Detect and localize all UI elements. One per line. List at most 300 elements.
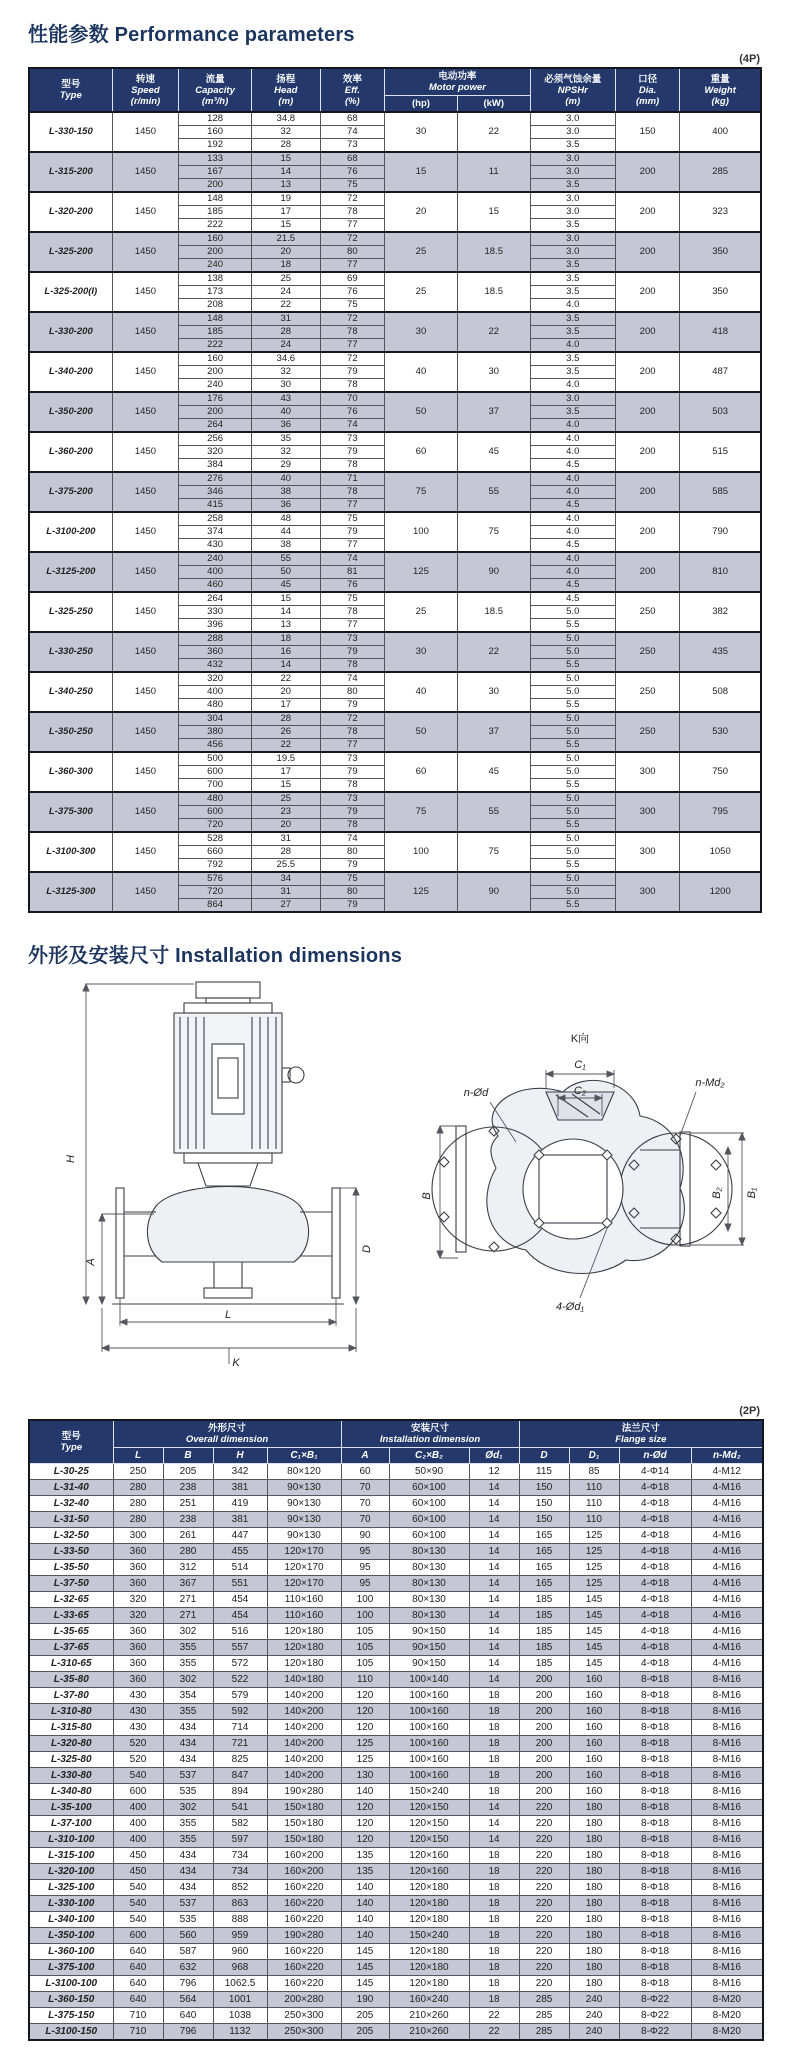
dim-C2xB2: 120×160 [389,1864,469,1880]
pump-type: L-340-80 [29,1784,113,1800]
dim-od1: 14 [469,1672,519,1688]
dim-A-label: A [85,1258,97,1266]
weight: 503 [680,392,761,432]
pump-type: L-325-250 [29,592,112,632]
dim-L: 280 [113,1512,163,1528]
power-kw: 75 [457,832,530,872]
efficiency: 74 [320,126,384,139]
npshr: 4.5 [530,579,615,593]
dim-L: 540 [113,1896,163,1912]
capacity: 240 [179,259,252,273]
power-hp: 50 [385,392,458,432]
efficiency: 72 [320,712,384,726]
npshr: 5.5 [530,739,615,753]
weight: 350 [680,232,761,272]
dim-L: 360 [113,1544,163,1560]
flange-D: 285 [519,1992,569,2008]
pump-type: L-32-40 [29,1496,113,1512]
capacity: 167 [179,166,252,179]
diameter: 200 [615,392,679,432]
dim-A: 135 [341,1864,389,1880]
pump-type: L-320-200 [29,192,112,232]
table-row [29,1784,763,1800]
pump-type: L-360-100 [29,1944,113,1960]
power-kw: 11 [457,152,530,192]
npshr: 3.5 [530,179,615,193]
head: 14 [251,166,320,179]
dim-A: 60 [341,1464,389,1480]
dim-C1-label: C₁ [574,1059,586,1071]
dim-B: 434 [163,1848,213,1864]
dim-L-label: L [224,1309,232,1321]
power-hp: 20 [385,192,458,232]
pump-type: L-315-80 [29,1720,113,1736]
flange-n-od: 8-Φ18 [619,1720,691,1736]
npshr: 5.5 [530,899,615,913]
efficiency: 79 [320,859,384,873]
efficiency: 75 [320,179,384,193]
dim-n-md2-label: n-Md₂ [695,1077,725,1089]
diameter: 200 [615,552,679,592]
flange-n-od: 8-Φ18 [619,1816,691,1832]
dim-C2xB2: 100×160 [389,1688,469,1704]
flange-D: 220 [519,1976,569,1992]
npshr: 3.5 [530,139,615,153]
npshr: 5.0 [530,726,615,739]
flange-D: 220 [519,1912,569,1928]
table-row [29,1896,763,1912]
flange-D1: 125 [569,1576,619,1592]
npshr: 3.0 [530,392,615,406]
weight: 795 [680,792,761,832]
flange-D: 220 [519,1880,569,1896]
capacity: 288 [179,632,252,646]
pump-type: L-30-25 [29,1464,113,1480]
flange-D1: 145 [569,1624,619,1640]
head: 28 [251,326,320,339]
flange-n-od: 8-Φ18 [619,1800,691,1816]
capacity: 222 [179,339,252,353]
dim-A: 130 [341,1768,389,1784]
col2-H: H [213,1448,267,1464]
dim-C2xB2: 60×100 [389,1496,469,1512]
head: 17 [251,206,320,219]
performance-table-body [29,112,761,912]
flange-n-od: 8-Φ18 [619,1832,691,1848]
pump-type: L-350-100 [29,1928,113,1944]
npshr: 3.5 [530,259,615,273]
flange-n-od: 8-Φ22 [619,2024,691,2041]
capacity: 346 [179,486,252,499]
efficiency: 78 [320,486,384,499]
power-hp: 100 [385,512,458,552]
dim-H: 342 [213,1464,267,1480]
diameter: 200 [615,232,679,272]
flange-n-md2: 4-M16 [691,1592,763,1608]
dimensions-table-header [29,1420,763,1464]
diameter: 200 [615,512,679,552]
dim-B: 251 [163,1496,213,1512]
dim-H: 847 [213,1768,267,1784]
power-kw: 22 [457,312,530,352]
flange-D: 165 [519,1544,569,1560]
head: 13 [251,179,320,193]
efficiency: 68 [320,152,384,166]
efficiency: 79 [320,366,384,379]
section1-title-en: Performance parameters [114,24,355,46]
dim-H: 455 [213,1544,267,1560]
speed: 1450 [112,872,179,912]
flange-D1: 180 [569,1976,619,1992]
dim-B: 796 [163,2024,213,2041]
weight: 515 [680,432,761,472]
weight: 323 [680,192,761,232]
pump-type: L-33-50 [29,1544,113,1560]
dim-C1xB1: 190×280 [267,1784,341,1800]
pump-type: L-325-200 [29,232,112,272]
dim-od1: 18 [469,1896,519,1912]
flange-n-md2: 4-M16 [691,1544,763,1560]
pump-type: L-325-80 [29,1752,113,1768]
capacity: 185 [179,326,252,339]
pump-type: L-315-100 [29,1848,113,1864]
dim-A: 145 [341,1960,389,1976]
power-kw: 30 [457,352,530,392]
dim-H: 551 [213,1576,267,1592]
section1-title [28,18,762,47]
dim-A: 120 [341,1816,389,1832]
dim-C1xB1: 120×170 [267,1544,341,1560]
flange-D: 200 [519,1752,569,1768]
dim-B2-label: B₂ [711,1187,723,1199]
npshr: 3.5 [530,406,615,419]
table-row [29,1496,763,1512]
group-flange-size: 法兰尺寸 Flange size [519,1420,763,1448]
head: 19.5 [251,752,320,766]
power-hp: 40 [385,672,458,712]
col2-C1xB1: C₁×B₁ [267,1448,341,1464]
dim-B: 537 [163,1768,213,1784]
npshr: 3.5 [530,286,615,299]
head: 27 [251,899,320,913]
speed: 1450 [112,312,179,352]
head: 17 [251,766,320,779]
power-hp: 125 [385,552,458,592]
head: 25.5 [251,859,320,873]
efficiency: 81 [320,566,384,579]
dim-od1: 18 [469,1688,519,1704]
head: 45 [251,579,320,593]
dim-od1: 14 [469,1608,519,1624]
head: 13 [251,619,320,633]
efficiency: 78 [320,726,384,739]
dim-C1xB1: 150×180 [267,1832,341,1848]
head: 28 [251,846,320,859]
head: 31 [251,312,320,326]
dim-A: 110 [341,1672,389,1688]
flange-n-od: 4-Φ18 [619,1496,691,1512]
dim-L: 280 [113,1496,163,1512]
flange-n-md2: 4-M12 [691,1464,763,1480]
efficiency: 72 [320,192,384,206]
efficiency: 77 [320,739,384,753]
flange-n-md2: 8-M16 [691,1688,763,1704]
capacity: 400 [179,566,252,579]
table-row [29,1736,763,1752]
dim-B: 238 [163,1480,213,1496]
col2-L: L [113,1448,163,1464]
dim-A: 190 [341,1992,389,2008]
capacity: 330 [179,606,252,619]
npshr: 4.0 [530,379,615,393]
weight: 750 [680,752,761,792]
head: 40 [251,472,320,486]
dim-od1: 18 [469,1992,519,2008]
dim-L: 400 [113,1800,163,1816]
dim-C2xB2: 100×160 [389,1768,469,1784]
power-hp: 40 [385,352,458,392]
dim-B: 796 [163,1976,213,1992]
dim-L: 450 [113,1848,163,1864]
table-row [29,2008,763,2024]
head: 24 [251,339,320,353]
dim-H: 582 [213,1816,267,1832]
dim-L: 600 [113,1784,163,1800]
weight: 508 [680,672,761,712]
dim-H: 592 [213,1704,267,1720]
capacity: 792 [179,859,252,873]
efficiency: 68 [320,112,384,126]
npshr: 3.5 [530,219,615,233]
flange-n-md2: 8-M16 [691,1672,763,1688]
dim-B: 205 [163,1464,213,1480]
flange-D: 150 [519,1480,569,1496]
npshr: 4.0 [530,472,615,486]
flange-n-md2: 4-M16 [691,1640,763,1656]
efficiency: 74 [320,672,384,686]
dim-C1xB1: 160×220 [267,1976,341,1992]
npshr: 5.0 [530,846,615,859]
pump-type: L-37-65 [29,1640,113,1656]
performance-table-header [29,68,761,112]
flange-n-od: 4-Φ18 [619,1480,691,1496]
head: 35 [251,432,320,446]
table-row [29,1672,763,1688]
efficiency: 79 [320,526,384,539]
npshr: 5.5 [530,619,615,633]
dim-H: 888 [213,1912,267,1928]
dim-H: 852 [213,1880,267,1896]
flange-n-md2: 8-M16 [691,1832,763,1848]
dim-od1: 14 [469,1528,519,1544]
efficiency: 78 [320,206,384,219]
pump-type: L-375-200 [29,472,112,512]
speed: 1450 [112,792,179,832]
table-row [29,672,761,686]
npshr: 4.5 [530,499,615,513]
power-kw: 37 [457,712,530,752]
power-kw: 15 [457,192,530,232]
capacity: 133 [179,152,252,166]
power-kw: 22 [457,632,530,672]
dim-C2xB2: 100×160 [389,1704,469,1720]
group-overall-dimension: 外形尺寸 Overall dimension [113,1420,341,1448]
head: 22 [251,672,320,686]
table-row [29,1656,763,1672]
diameter: 200 [615,192,679,232]
speed: 1450 [112,432,179,472]
weight: 810 [680,552,761,592]
dim-C1xB1: 250×300 [267,2024,341,2041]
capacity: 374 [179,526,252,539]
dim-L: 430 [113,1720,163,1736]
head: 15 [251,779,320,793]
pump-type: L-340-250 [29,672,112,712]
dim-od1: 18 [469,1768,519,1784]
dim-C2xB2: 120×150 [389,1816,469,1832]
dim-B: 355 [163,1704,213,1720]
section2-title-en: Installation dimensions [175,945,403,967]
dim-L: 300 [113,1528,163,1544]
dim-L: 640 [113,1992,163,2008]
table-row [29,472,761,486]
pump-type: L-35-80 [29,1672,113,1688]
head: 38 [251,539,320,553]
dim-C2xB2: 100×160 [389,1752,469,1768]
dim-L: 600 [113,1928,163,1944]
dim-L: 540 [113,1912,163,1928]
dim-B: 302 [163,1672,213,1688]
power-kw: 37 [457,392,530,432]
npshr: 5.0 [530,646,615,659]
dim-H-label: H [65,1155,77,1163]
head: 26 [251,726,320,739]
dim-od1: 18 [469,1944,519,1960]
speed: 1450 [112,672,179,712]
flange-D1: 160 [569,1720,619,1736]
dim-C1xB1: 110×160 [267,1592,341,1608]
pump-side-view [112,982,344,1304]
head: 30 [251,379,320,393]
dim-H: 734 [213,1848,267,1864]
head: 24 [251,286,320,299]
dim-C1xB1: 90×130 [267,1496,341,1512]
capacity: 304 [179,712,252,726]
efficiency: 80 [320,846,384,859]
dim-B: 238 [163,1512,213,1528]
dim-A: 140 [341,1912,389,1928]
flange-D: 165 [519,1560,569,1576]
flange-D1: 180 [569,1896,619,1912]
pump-type: L-330-150 [29,112,112,152]
head: 18 [251,259,320,273]
dim-H: 863 [213,1896,267,1912]
pump-type: L-37-50 [29,1576,113,1592]
flange-n-md2: 4-M16 [691,1560,763,1576]
power-kw: 55 [457,792,530,832]
flange-n-md2: 8-M16 [691,1880,763,1896]
npshr: 4.5 [530,459,615,473]
flange-n-md2: 8-M16 [691,1768,763,1784]
efficiency: 77 [320,619,384,633]
pump-type: L-31-50 [29,1512,113,1528]
table-row [29,1768,763,1784]
flange-n-od: 4-Φ18 [619,1528,691,1544]
flange-D: 200 [519,1784,569,1800]
flange-D: 220 [519,1960,569,1976]
dim-A: 70 [341,1480,389,1496]
pump-type: L-330-100 [29,1896,113,1912]
pump-type: L-375-300 [29,792,112,832]
table-row [29,1528,763,1544]
dim-A: 140 [341,1880,389,1896]
head: 28 [251,712,320,726]
flange-n-md2: 4-M16 [691,1624,763,1640]
dim-B: 355 [163,1816,213,1832]
speed: 1450 [112,232,179,272]
flange-n-md2: 8-M16 [691,1752,763,1768]
flange-n-od: 4-Φ18 [619,1592,691,1608]
dim-C1xB1: 140×200 [267,1736,341,1752]
dim-C1xB1: 160×200 [267,1864,341,1880]
flange-D: 185 [519,1608,569,1624]
flange-D1: 240 [569,1992,619,2008]
efficiency: 76 [320,579,384,593]
table-row [29,312,761,326]
flange-n-md2: 8-M16 [691,1736,763,1752]
flange-n-od: 8-Φ18 [619,1912,691,1928]
capacity: 528 [179,832,252,846]
weight: 382 [680,592,761,632]
npshr: 3.0 [530,206,615,219]
speed: 1450 [112,832,179,872]
dim-od1: 14 [469,1592,519,1608]
dim-C2xB2: 120×180 [389,1880,469,1896]
head: 15 [251,152,320,166]
speed: 1450 [112,752,179,792]
dim-od1: 18 [469,1704,519,1720]
diameter: 200 [615,472,679,512]
dim-od1: 14 [469,1800,519,1816]
speed: 1450 [112,472,179,512]
capacity: 576 [179,872,252,886]
power-hp: 25 [385,272,458,312]
col-npshr: 必须气蚀余量 NPSHr (m) [530,68,615,112]
installation-drawing [28,974,762,1399]
efficiency: 70 [320,392,384,406]
col-kw: (kW) [457,96,530,113]
dim-od1: 18 [469,1880,519,1896]
capacity: 185 [179,206,252,219]
flange-D1: 160 [569,1768,619,1784]
weight: 1050 [680,832,761,872]
table-row [29,1992,763,2008]
dim-A: 95 [341,1544,389,1560]
dim-C2xB2: 160×240 [389,1992,469,2008]
dim-B-label: B [421,1192,433,1200]
dim-L: 250 [113,1464,163,1480]
flange-n-od: 4-Φ18 [619,1608,691,1624]
head: 15 [251,592,320,606]
dim-C2xB2: 80×130 [389,1576,469,1592]
flange-n-md2: 8-M16 [691,1800,763,1816]
table-row [29,1752,763,1768]
dim-C2xB2: 120×160 [389,1848,469,1864]
dim-H: 960 [213,1944,267,1960]
flange-D: 165 [519,1528,569,1544]
dim-L: 360 [113,1656,163,1672]
dim-C2xB2: 120×150 [389,1832,469,1848]
